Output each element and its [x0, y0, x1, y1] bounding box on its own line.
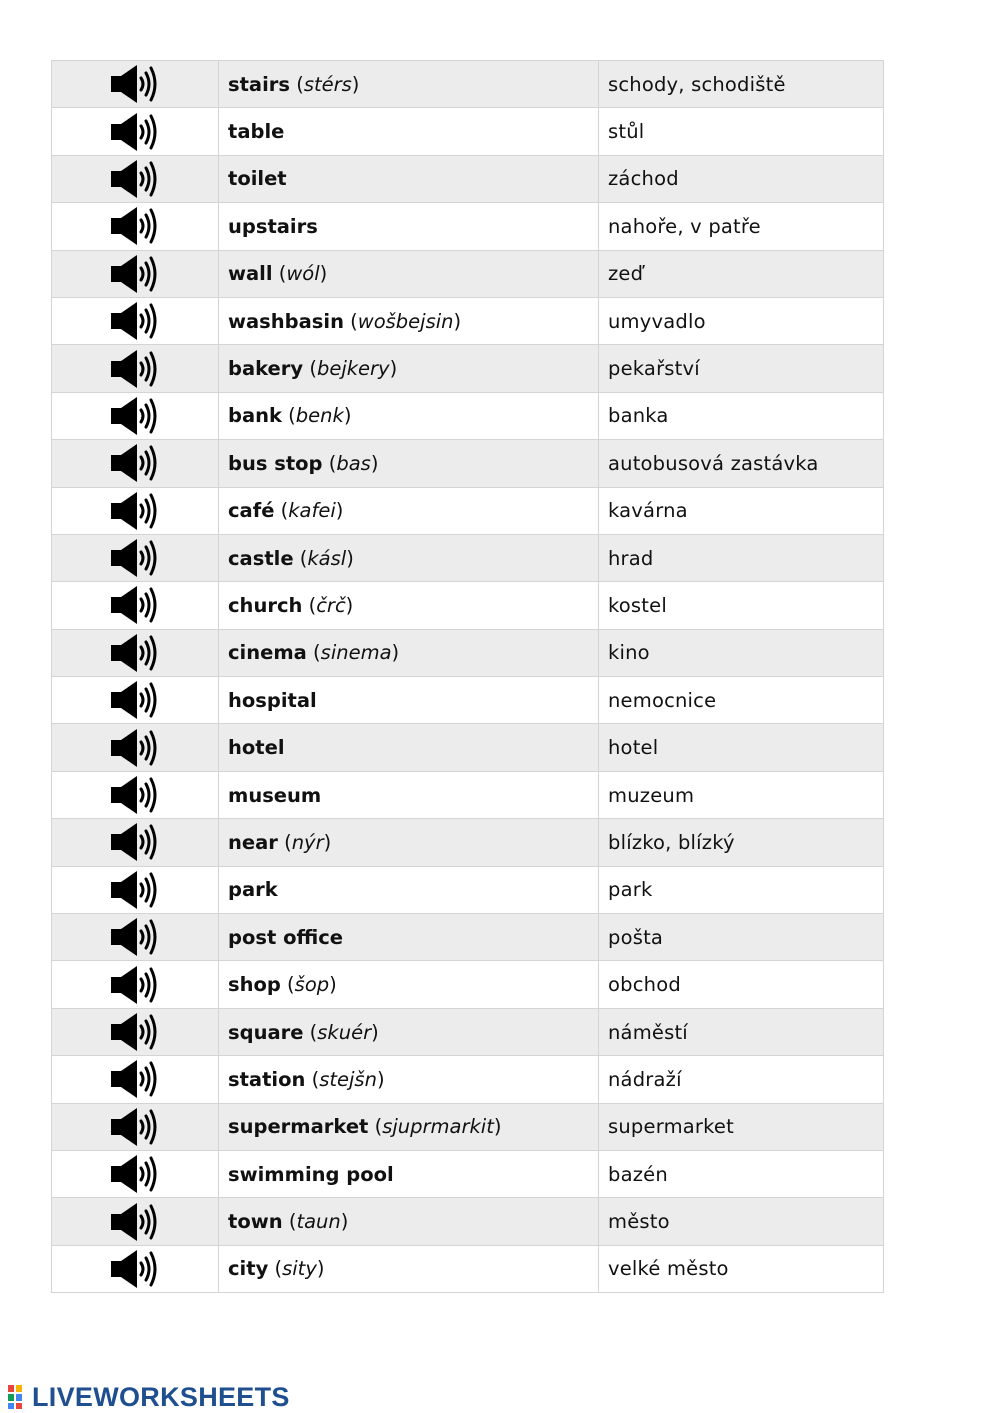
translation-cell	[599, 155, 884, 202]
pron-close-paren: )	[493, 1115, 502, 1139]
english-word: near	[228, 830, 278, 854]
translation-cell	[599, 1198, 884, 1245]
word-cell	[219, 819, 599, 866]
table-row	[52, 297, 884, 344]
pronunciation: šop	[294, 973, 330, 997]
czech-translation: nádraží	[608, 1067, 682, 1091]
english-word: cinema	[228, 641, 307, 665]
pronunciation: kásl	[307, 546, 347, 570]
pron-open-paren: (	[303, 357, 317, 381]
czech-translation: schody, schodiště	[608, 72, 786, 96]
table-row	[52, 250, 884, 297]
audio-cell	[52, 724, 219, 771]
pron-open-paren: (	[305, 1067, 320, 1091]
translation-cell	[599, 108, 884, 155]
speaker-icon[interactable]	[110, 679, 160, 721]
pron-open-paren: (	[280, 973, 295, 997]
pronunciation: stejšn	[319, 1067, 377, 1091]
czech-translation: bazén	[608, 1162, 668, 1186]
czech-translation: pekařství	[608, 357, 700, 381]
speaker-icon[interactable]	[110, 348, 160, 390]
speaker-icon[interactable]	[110, 1011, 160, 1053]
audio-cell	[52, 61, 219, 108]
czech-translation: blízko, blízký	[608, 830, 735, 854]
pron-close-paren: )	[345, 593, 354, 617]
english-word: toilet	[228, 167, 287, 191]
word-cell	[219, 297, 599, 344]
czech-translation: banka	[608, 404, 669, 428]
czech-translation: pošta	[608, 925, 664, 949]
pronunciation: taun	[296, 1210, 341, 1234]
czech-translation: obchod	[608, 973, 681, 997]
audio-cell	[52, 1103, 219, 1150]
english-word: town	[228, 1210, 283, 1234]
pron-close-paren: )	[335, 499, 344, 523]
audio-cell	[52, 819, 219, 866]
translation-cell	[599, 724, 884, 771]
translation-cell	[599, 1245, 884, 1292]
czech-translation: náměstí	[608, 1020, 688, 1044]
czech-translation: kino	[608, 641, 650, 665]
speaker-icon[interactable]	[110, 490, 160, 532]
english-word: park	[228, 878, 278, 902]
czech-translation: nemocnice	[608, 688, 717, 712]
czech-translation: kavárna	[608, 499, 688, 523]
speaker-icon[interactable]	[110, 395, 160, 437]
audio-cell	[52, 677, 219, 724]
pron-close-paren: )	[370, 451, 379, 475]
speaker-icon[interactable]	[110, 632, 160, 674]
translation-cell	[599, 61, 884, 108]
czech-translation: stůl	[608, 120, 645, 144]
table-row	[52, 866, 884, 913]
translation-cell	[599, 297, 884, 344]
pron-close-paren: )	[453, 309, 462, 333]
audio-cell	[52, 440, 219, 487]
audio-cell	[52, 108, 219, 155]
czech-translation: město	[608, 1210, 670, 1234]
speaker-icon[interactable]	[110, 300, 160, 342]
speaker-icon[interactable]	[110, 1058, 160, 1100]
speaker-icon[interactable]	[110, 727, 160, 769]
pronunciation: sjuprmarkit	[382, 1115, 494, 1139]
pronunciation: črč	[316, 593, 346, 617]
word-cell	[219, 250, 599, 297]
translation-cell	[599, 819, 884, 866]
table-row	[52, 1150, 884, 1197]
table-row	[52, 534, 884, 581]
pron-open-paren: (	[282, 1210, 297, 1234]
czech-translation: muzeum	[608, 783, 695, 807]
table-row	[52, 392, 884, 439]
english-word: washbasin	[228, 309, 344, 333]
translation-cell	[599, 914, 884, 961]
pron-open-paren: (	[290, 72, 304, 96]
audio-cell	[52, 629, 219, 676]
audio-cell	[52, 914, 219, 961]
english-word: castle	[228, 546, 294, 570]
speaker-icon[interactable]	[110, 253, 160, 295]
audio-cell	[52, 250, 219, 297]
speaker-icon[interactable]	[110, 1153, 160, 1195]
audio-cell	[52, 1056, 219, 1103]
table-row	[52, 1103, 884, 1150]
translation-cell	[599, 677, 884, 724]
pron-close-paren: )	[323, 830, 332, 854]
pron-open-paren: (	[277, 830, 292, 854]
pron-open-paren: (	[368, 1115, 383, 1139]
czech-translation: umyvadlo	[608, 309, 706, 333]
translation-cell	[599, 1103, 884, 1150]
table-row	[52, 582, 884, 629]
vocabulary-table	[51, 60, 884, 1293]
word-cell	[219, 629, 599, 676]
speaker-icon[interactable]	[110, 869, 160, 911]
audio-cell	[52, 771, 219, 818]
pronunciation: benk	[295, 404, 344, 428]
speaker-icon[interactable]	[110, 584, 160, 626]
audio-cell	[52, 1150, 219, 1197]
pron-open-paren: (	[322, 451, 337, 475]
word-cell	[219, 866, 599, 913]
english-word: bakery	[228, 357, 304, 381]
pronunciation: skuér	[317, 1020, 372, 1044]
audio-cell	[52, 297, 219, 344]
english-word: stairs	[228, 72, 290, 96]
czech-translation: záchod	[608, 167, 679, 191]
translation-cell	[599, 582, 884, 629]
pron-open-paren: (	[302, 593, 317, 617]
english-word: swimming pool	[228, 1162, 394, 1186]
word-cell	[219, 1198, 599, 1245]
czech-translation: supermarket	[608, 1115, 734, 1139]
english-word: bus stop	[228, 451, 323, 475]
czech-translation: nahoře, v patře	[608, 214, 761, 238]
word-cell	[219, 61, 599, 108]
czech-translation: hrad	[608, 546, 654, 570]
table-row	[52, 61, 884, 108]
audio-cell	[52, 534, 219, 581]
word-cell	[219, 1008, 599, 1055]
speaker-icon[interactable]	[110, 63, 160, 105]
audio-cell	[52, 345, 219, 392]
translation-cell	[599, 345, 884, 392]
brand-name: LIVEWORKSHEETS	[32, 1381, 290, 1412]
word-cell	[219, 771, 599, 818]
word-cell	[219, 724, 599, 771]
english-word: shop	[228, 973, 281, 997]
word-cell	[219, 677, 599, 724]
translation-cell	[599, 250, 884, 297]
speaker-icon[interactable]	[110, 916, 160, 958]
english-word: hotel	[228, 736, 285, 760]
table-row	[52, 771, 884, 818]
english-word: wall	[228, 262, 273, 286]
word-cell	[219, 1150, 599, 1197]
pron-open-paren: (	[281, 404, 296, 428]
pronunciation: wošbejsin	[357, 309, 454, 333]
audio-cell	[52, 961, 219, 1008]
table-row	[52, 1056, 884, 1103]
table-row	[52, 629, 884, 676]
table-row	[52, 440, 884, 487]
pron-close-paren: )	[391, 641, 400, 665]
table-row	[52, 487, 884, 534]
pronunciation: kafei	[288, 499, 336, 523]
czech-translation: kostel	[608, 593, 667, 617]
pron-close-paren: )	[343, 404, 352, 428]
speaker-icon[interactable]	[110, 774, 160, 816]
audio-cell	[52, 155, 219, 202]
translation-cell	[599, 392, 884, 439]
translation-cell	[599, 487, 884, 534]
table-row	[52, 961, 884, 1008]
pron-close-paren: )	[346, 546, 354, 570]
translation-cell	[599, 534, 884, 581]
pron-close-paren: )	[316, 1257, 325, 1281]
english-word: museum	[228, 783, 322, 807]
speaker-icon[interactable]	[110, 537, 160, 579]
table-row	[52, 819, 884, 866]
english-word: station	[228, 1067, 306, 1091]
word-cell	[219, 534, 599, 581]
speaker-icon[interactable]	[110, 205, 160, 247]
pron-close-paren: )	[329, 973, 337, 997]
word-cell	[219, 961, 599, 1008]
pronunciation: nýr	[291, 830, 324, 854]
table-row	[52, 677, 884, 724]
audio-cell	[52, 392, 219, 439]
word-cell	[219, 1103, 599, 1150]
pronunciation: sinema	[320, 641, 392, 665]
audio-cell	[52, 1008, 219, 1055]
english-word: square	[228, 1020, 304, 1044]
table-row	[52, 1198, 884, 1245]
translation-cell	[599, 1150, 884, 1197]
word-cell	[219, 108, 599, 155]
speaker-icon[interactable]	[110, 111, 160, 153]
speaker-icon[interactable]	[110, 964, 160, 1006]
english-word: post office	[228, 925, 344, 949]
speaker-icon[interactable]	[110, 1201, 160, 1243]
translation-cell	[599, 1056, 884, 1103]
table-row	[52, 108, 884, 155]
pron-open-paren: (	[343, 309, 358, 333]
pron-close-paren: )	[319, 262, 328, 286]
word-cell	[219, 203, 599, 250]
speaker-icon[interactable]	[110, 442, 160, 484]
speaker-icon[interactable]	[110, 158, 160, 200]
pron-close-paren: )	[340, 1210, 349, 1234]
table-row	[52, 914, 884, 961]
pron-open-paren: (	[306, 641, 321, 665]
translation-cell	[599, 1008, 884, 1055]
audio-cell	[52, 1245, 219, 1292]
english-word: bank	[228, 404, 282, 428]
liveworksheets-logo-icon	[8, 1385, 30, 1409]
czech-translation: hotel	[608, 736, 659, 760]
speaker-icon[interactable]	[110, 1106, 160, 1148]
english-word: church	[228, 593, 303, 617]
pron-open-paren: (	[293, 546, 308, 570]
translation-cell	[599, 961, 884, 1008]
table-row	[52, 1245, 884, 1292]
pron-close-paren: )	[376, 1067, 385, 1091]
audio-cell	[52, 487, 219, 534]
pronunciation: sity	[282, 1257, 317, 1281]
english-word: hospital	[228, 688, 317, 712]
czech-translation: zeď	[608, 262, 644, 286]
audio-cell	[52, 203, 219, 250]
czech-translation: autobusová zastávka	[608, 451, 819, 475]
word-cell	[219, 582, 599, 629]
word-cell	[219, 155, 599, 202]
table-row	[52, 1008, 884, 1055]
word-cell	[219, 345, 599, 392]
table-row	[52, 724, 884, 771]
pron-open-paren: (	[272, 262, 287, 286]
english-word: table	[228, 120, 285, 144]
liveworksheets-brand	[8, 1382, 290, 1412]
english-word: supermarket	[228, 1115, 369, 1139]
pron-open-paren: (	[274, 499, 289, 523]
word-cell	[219, 392, 599, 439]
pron-close-paren: )	[371, 1020, 379, 1044]
table-row	[52, 345, 884, 392]
translation-cell	[599, 629, 884, 676]
english-word: upstairs	[228, 214, 318, 238]
table-row	[52, 203, 884, 250]
pronunciation: wól	[286, 262, 320, 286]
pronunciation: bejkery	[316, 357, 390, 381]
pron-open-paren: (	[303, 1020, 318, 1044]
translation-cell	[599, 866, 884, 913]
pron-close-paren: )	[389, 357, 398, 381]
word-cell	[219, 914, 599, 961]
audio-cell	[52, 582, 219, 629]
translation-cell	[599, 771, 884, 818]
pron-close-paren: )	[351, 72, 360, 96]
speaker-icon[interactable]	[110, 821, 160, 863]
word-cell	[219, 487, 599, 534]
audio-cell	[52, 1198, 219, 1245]
translation-cell	[599, 440, 884, 487]
speaker-icon[interactable]	[110, 1248, 160, 1290]
pron-open-paren: (	[268, 1257, 283, 1281]
english-word: city	[228, 1257, 269, 1281]
word-cell	[219, 1056, 599, 1103]
czech-translation: park	[608, 878, 653, 902]
pronunciation: bas	[336, 451, 371, 475]
pronunciation: stérs	[303, 72, 352, 96]
translation-cell	[599, 203, 884, 250]
word-cell	[219, 1245, 599, 1292]
audio-cell	[52, 866, 219, 913]
english-word: café	[228, 499, 275, 523]
table-row	[52, 155, 884, 202]
czech-translation: velké město	[608, 1257, 729, 1281]
word-cell	[219, 440, 599, 487]
